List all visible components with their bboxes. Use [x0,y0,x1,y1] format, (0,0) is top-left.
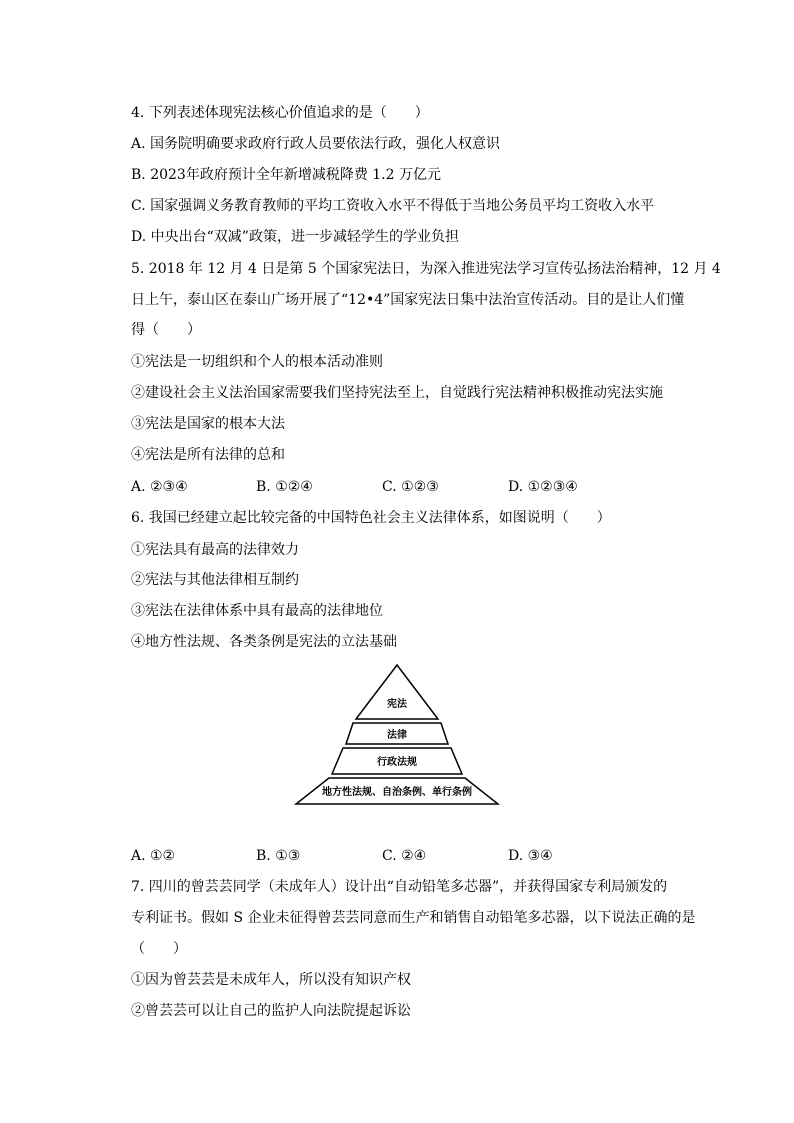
pyramid-label-constitution: 宪法 [387,699,407,710]
q5-stem-line-1: 5. 2018 年 12 月 4 日是第 5 个国家宪法日，为深入推进宪法学习宣传弘扬法治精神，12 月 4 [131,261,721,277]
q5-statement-4: ④宪法是所有法律的总和 [131,447,285,463]
pyramid-level-constitution [356,665,438,719]
q5-option-c: C. ①②③ [382,479,439,495]
q4-option-c: C. 国家强调义务教育教师的平均工资收入水平不得低于当地公务员平均工资收入水平 [131,198,655,214]
q4-option-d: D. 中央出台“双减”政策，进一步减轻学生的学业负担 [131,229,459,245]
q5-statement-3: ③宪法是国家的根本大法 [131,416,285,432]
q5-stem-line-3: 得（ ） [131,322,201,338]
q7-stem-line-1: 7. 四川的曾芸芸同学（未成年人）设计出“自动铅笔多芯器”，并获得国家专利局颁发的 [131,879,668,895]
q6-statement-1: ①宪法具有最高的法律效力 [131,542,299,558]
q6-stem: 6. 我国已经建立起比较完备的中国特色社会主义法律体系，如图说明（ ） [131,510,611,526]
q5-option-d: D. ①②③④ [508,479,578,495]
pyramid-label-admin: 行政法规 [377,757,417,768]
q7-statement-2: ②曾芸芸可以让自己的监护人向法院提起诉讼 [131,1003,411,1019]
q5-statement-2: ②建设社会主义法治国家需要我们坚持宪法至上，自觉践行宪法精神积极推动宪法实施 [131,385,663,401]
q6-statement-2: ②宪法与其他法律相互制约 [131,572,299,588]
pyramid-label-local: 地方性法规、自治条例、单行条例 [322,787,472,798]
q6-statement-3: ③宪法在法律体系中具有最高的法律地位 [131,603,383,619]
q7-statement-1: ①因为曾芸芸是未成年人，所以没有知识产权 [131,972,411,988]
q6-option-b: B. ①③ [256,848,301,864]
q6-option-c: C. ②④ [382,848,427,864]
q6-option-a: A. ①② [131,848,176,864]
legal-system-pyramid [294,662,504,808]
q7-stem-line-3: （ ） [131,941,187,957]
q4-option-b: B. 2023年政府预计全年新增减税降费 1.2 万亿元 [131,167,441,183]
q6-option-d: D. ③④ [508,848,553,864]
q7-stem-line-2: 专利证书。假如 S 企业未征得曾芸芸同意而生产和销售自动铅笔多芯器，以下说法正确的是 [131,910,696,926]
pyramid-label-law: 法律 [387,730,407,741]
q6-statement-4: ④地方性法规、各类条例是宪法的立法基础 [131,634,397,650]
q4-option-a: A. 国务院明确要求政府行政人员要依法行政，强化人权意识 [131,136,501,152]
q4-stem: 4. 下列表述体现宪法核心价值追求的是（ ） [131,105,429,121]
q5-stem-line-2: 日上午，泰山区在泰山广场开展了“12•4”国家宪法日集中法治宣传活动。目的是让人们懂 [131,292,685,308]
q5-statement-1: ①宪法是一切组织和个人的根本活动准则 [131,354,383,370]
q5-option-a: A. ②③④ [131,479,188,495]
q5-option-b: B. ①②④ [256,479,313,495]
